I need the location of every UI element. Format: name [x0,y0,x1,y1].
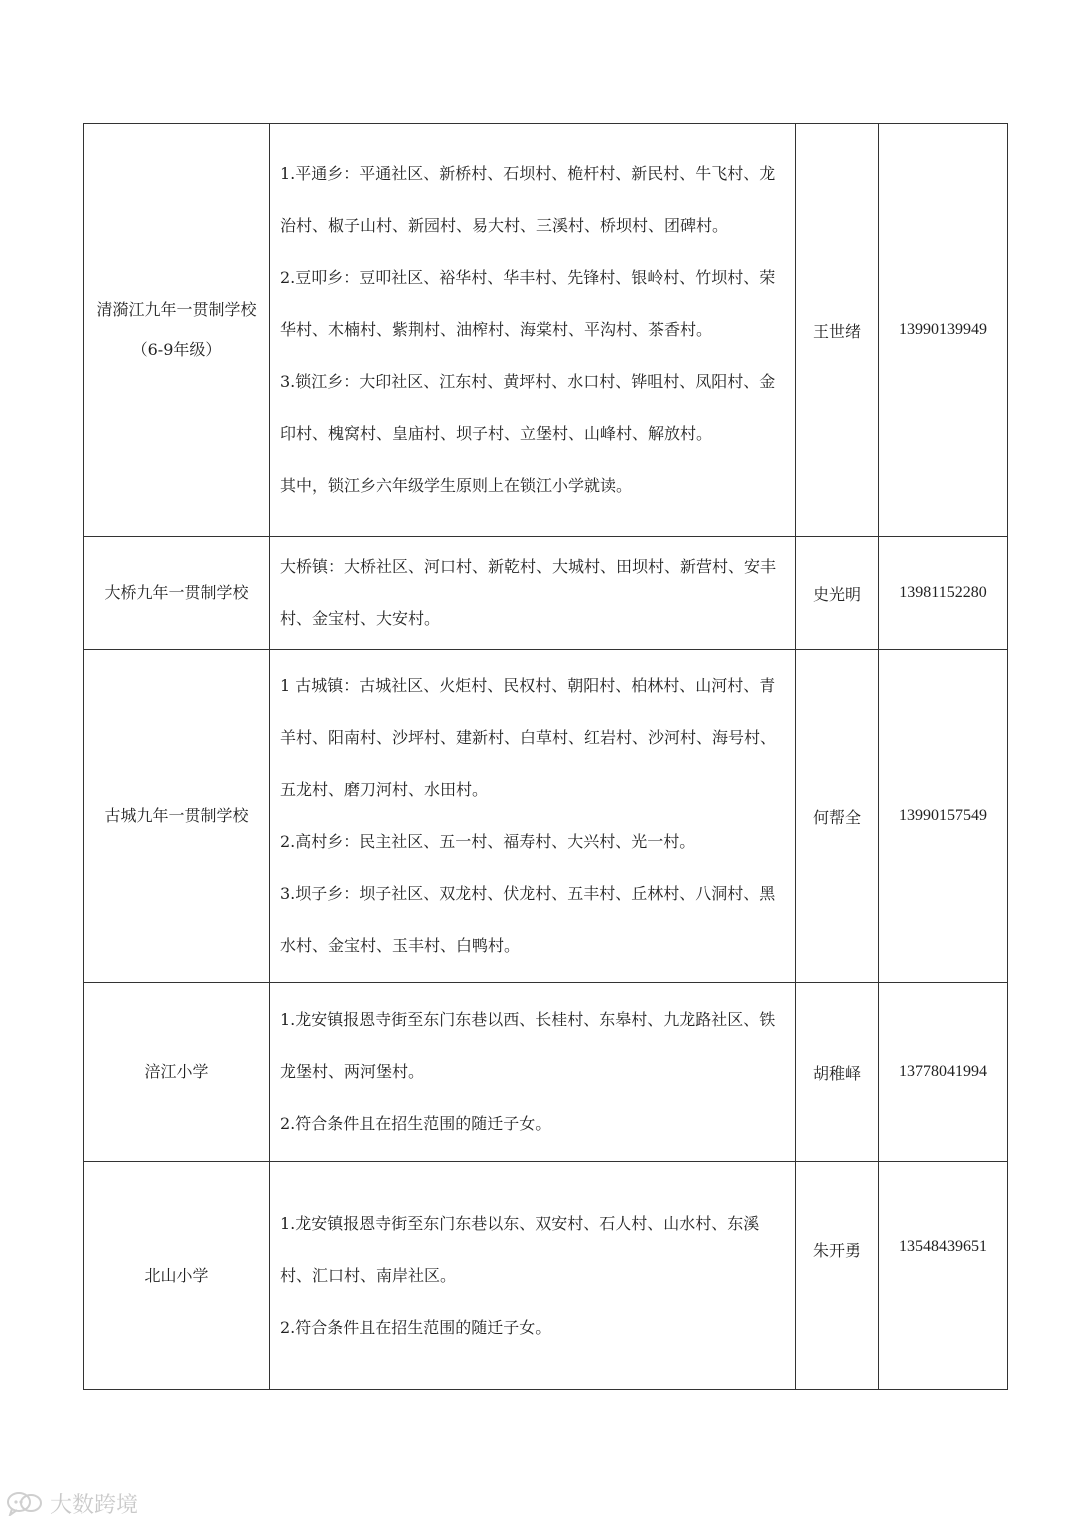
contact-phone: 13981152280 [879,537,1008,650]
area-line: 1.龙安镇报恩寺街至东门东巷以东、双安村、石人村、山水村、东溪村、汇口村、南岸社区。 [280,1213,760,1285]
area-line: 其中，锁江乡六年级学生原则上在锁江小学就读。 [280,476,633,495]
area-line: 1 古城镇：古城社区、火炬村、民权村、朝阳村、柏林村、山河村、青羊村、阳南村、沙坪村、建新村、白草村、红岩村、沙河村、海号村、五龙村、磨刀河村、水田村。 [280,676,777,799]
contact-person: 朱开勇 [796,1162,879,1390]
area-line: 3.坝子乡：坝子社区、双龙村、伏龙村、五丰村、丘林村、八洞村、黑水村、金宝村、玉丰村、白鸭村。 [280,884,776,955]
school-name: 大桥九年一贯制学校 [84,537,270,650]
contact-phone: 13778041994 [879,983,1008,1162]
school-name: 清漪江九年一贯制学校（6-9年级） [84,124,270,537]
enrollment-area [270,124,796,537]
area-line: 1.龙安镇报恩寺街至东门东巷以西、长桂村、东皋村、九龙路社区、铁龙堡村、两河堡村。 [280,1010,776,1081]
table-row [84,537,1008,650]
area-line: 大桥镇：大桥社区、河口村、新乾村、大城村、田坝村、新营村、安丰村、金宝村、大安村。 [280,557,777,628]
enrollment-area [270,983,796,1162]
table-row [84,983,1008,1162]
school-name: 古城九年一贯制学校 [84,650,270,983]
school-name: 涪江小学 [84,983,270,1162]
table-row [84,1162,1008,1390]
watermark [6,1489,138,1517]
area-line: 2.符合条件且在招生范围的随迁子女。 [280,1317,552,1337]
contact-person: 何帮全 [796,650,879,983]
contact-person: 王世绪 [796,124,879,537]
area-line: 2.豆叩乡：豆叩社区、裕华村、华丰村、先锋村、银岭村、竹坝村、荣华村、木楠村、紫荆村、油榨村、海棠村、平沟村、茶香村。 [280,268,776,339]
area-line: 1.平通乡：平通社区、新桥村、石坝村、桅杆村、新民村、牛飞村、龙治村、椒子山村、新园村、易大村、三溪村、桥坝村、团碑村。 [280,164,776,235]
enrollment-table [83,123,1008,1390]
speech-bubbles-logo-icon [6,1490,44,1516]
contact-person: 胡稚峄 [796,983,879,1162]
contact-phone: 13990139949 [879,124,1008,537]
table-row [84,124,1008,537]
school-name: 北山小学 [84,1162,270,1390]
contact-phone: 13548439651 [879,1162,1008,1390]
area-line: 2.高村乡：民主社区、五一村、福寿村、大兴村、光一村。 [280,832,696,851]
enrollment-area [270,537,796,650]
enrollment-area [270,1162,796,1390]
watermark-text: 大数跨境 [50,1492,139,1518]
contact-person: 史光明 [796,537,879,650]
contact-phone: 13990157549 [879,650,1008,983]
enrollment-area [270,650,796,983]
area-line: 2.符合条件且在招生范围的随迁子女。 [280,1114,552,1133]
table-row [84,650,1008,983]
area-line: 3.锁江乡：大印社区、江东村、黄坪村、水口村、铧咀村、凤阳村、金印村、槐窝村、皇庙村、坝子村、立堡村、山峰村、解放村。 [280,372,776,443]
